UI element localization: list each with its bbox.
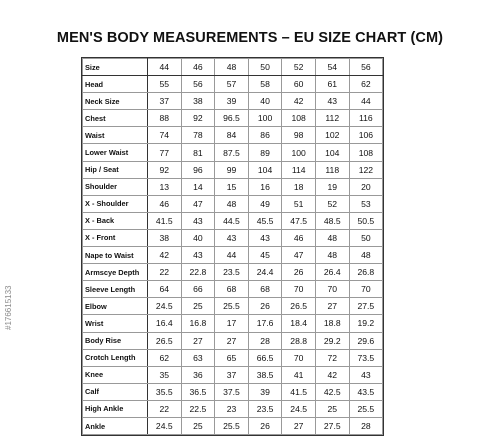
measurement-value: 87.5: [215, 144, 249, 161]
measurement-value: 74: [148, 127, 182, 144]
measurement-value: 78: [181, 127, 215, 144]
measurement-row: [83, 212, 383, 229]
measurement-row: [83, 349, 383, 366]
measurement-value: 84: [215, 127, 249, 144]
measurement-value: 35: [148, 366, 182, 383]
measurement-value: 55: [148, 76, 182, 93]
measurement-value: 47: [181, 195, 215, 212]
measurement-value: 14: [181, 178, 215, 195]
measurement-row: [83, 229, 383, 246]
measurement-value: 47: [282, 247, 316, 264]
measurement-value: 23.5: [248, 400, 282, 417]
measurement-label: Wrist: [83, 315, 148, 332]
measurement-value: 44.5: [215, 212, 249, 229]
measurement-value: 28.8: [282, 332, 316, 349]
measurement-value: 86: [248, 127, 282, 144]
measurement-value: 63: [181, 349, 215, 366]
measurement-value: 98: [282, 127, 316, 144]
measurement-row: [83, 264, 383, 281]
measurement-label: X - Shoulder: [83, 195, 148, 212]
measurement-value: 66.5: [248, 349, 282, 366]
measurement-value: 45.5: [248, 212, 282, 229]
measurement-value: 27: [282, 417, 316, 434]
measurement-value: 41.5: [282, 383, 316, 400]
measurement-value: 51: [282, 195, 316, 212]
measurement-value: 43: [181, 247, 215, 264]
size-header-cell: 56: [349, 59, 383, 76]
measurement-value: 64: [148, 281, 182, 298]
measurement-value: 26.5: [282, 298, 316, 315]
measurement-label: Body Rise: [83, 332, 148, 349]
measurement-value: 24.5: [148, 417, 182, 434]
measurement-value: 42: [315, 366, 349, 383]
measurement-value: 22.5: [181, 400, 215, 417]
measurement-value: 25: [315, 400, 349, 417]
measurement-value: 25.5: [215, 417, 249, 434]
measurement-value: 46: [148, 195, 182, 212]
size-header-label: Size: [83, 59, 148, 76]
measurement-value: 35.5: [148, 383, 182, 400]
measurement-value: 61: [315, 76, 349, 93]
measurement-label: Shoulder: [83, 178, 148, 195]
measurement-value: 20: [349, 178, 383, 195]
measurement-value: 36: [181, 366, 215, 383]
measurement-value: 27.5: [315, 417, 349, 434]
measurement-value: 57: [215, 76, 249, 93]
measurement-value: 26.8: [349, 264, 383, 281]
measurement-label: X - Back: [83, 212, 148, 229]
measurement-value: 17.6: [248, 315, 282, 332]
measurement-row: [83, 332, 383, 349]
measurement-value: 56: [181, 76, 215, 93]
measurement-value: 37: [215, 366, 249, 383]
measurement-value: 116: [349, 110, 383, 127]
measurement-value: 40: [248, 93, 282, 110]
measurement-value: 106: [349, 127, 383, 144]
measurement-value: 92: [181, 110, 215, 127]
measurement-value: 28: [349, 417, 383, 434]
measurement-value: 43: [181, 212, 215, 229]
measurement-value: 24.5: [282, 400, 316, 417]
measurement-value: 38.5: [248, 366, 282, 383]
measurement-value: 43.5: [349, 383, 383, 400]
measurement-label: Crotch Length: [83, 349, 148, 366]
measurement-value: 25: [181, 417, 215, 434]
measurement-value: 15: [215, 178, 249, 195]
measurement-value: 70: [315, 281, 349, 298]
measurement-value: 44: [215, 247, 249, 264]
measurement-label: Waist: [83, 127, 148, 144]
measurement-row: [83, 400, 383, 417]
measurement-value: 26: [248, 298, 282, 315]
measurement-value: 65: [215, 349, 249, 366]
measurement-row: [83, 93, 383, 110]
measurement-value: 13: [148, 178, 182, 195]
measurement-value: 38: [148, 229, 182, 246]
measurement-value: 114: [282, 161, 316, 178]
measurement-value: 37: [148, 93, 182, 110]
measurement-value: 16.8: [181, 315, 215, 332]
measurement-value: 43: [215, 229, 249, 246]
measurement-value: 42: [282, 93, 316, 110]
measurement-value: 77: [148, 144, 182, 161]
measurement-value: 22: [148, 400, 182, 417]
measurement-value: 70: [282, 349, 316, 366]
size-chart-body: [83, 59, 383, 435]
measurement-row: [83, 366, 383, 383]
size-header-cell: 44: [148, 59, 182, 76]
measurement-value: 24.5: [148, 298, 182, 315]
measurement-value: 22.8: [181, 264, 215, 281]
measurement-value: 100: [282, 144, 316, 161]
measurement-value: 18.4: [282, 315, 316, 332]
measurement-row: [83, 195, 383, 212]
measurement-value: 43: [315, 93, 349, 110]
measurement-label: Calf: [83, 383, 148, 400]
measurement-value: 36.5: [181, 383, 215, 400]
measurement-row: [83, 281, 383, 298]
measurement-label: Hip / Seat: [83, 161, 148, 178]
measurement-value: 27: [315, 298, 349, 315]
measurement-row: [83, 161, 383, 178]
measurement-value: 25: [181, 298, 215, 315]
measurement-label: Nape to Waist: [83, 247, 148, 264]
measurement-value: 42: [148, 247, 182, 264]
measurement-value: 28: [248, 332, 282, 349]
measurement-value: 102: [315, 127, 349, 144]
size-header-cell: 46: [181, 59, 215, 76]
measurement-value: 19.2: [349, 315, 383, 332]
measurement-row: [83, 247, 383, 264]
measurement-value: 16: [248, 178, 282, 195]
measurement-value: 68: [248, 281, 282, 298]
size-header-cell: 50: [248, 59, 282, 76]
measurement-value: 72: [315, 349, 349, 366]
measurement-row: [83, 110, 383, 127]
measurement-value: 48: [315, 247, 349, 264]
measurement-value: 104: [248, 161, 282, 178]
measurement-value: 39: [215, 93, 249, 110]
measurement-value: 50.5: [349, 212, 383, 229]
measurement-value: 108: [282, 110, 316, 127]
measurement-label: Elbow: [83, 298, 148, 315]
size-header-cell: 54: [315, 59, 349, 76]
measurement-label: Chest: [83, 110, 148, 127]
measurement-value: 23.5: [215, 264, 249, 281]
measurement-value: 24.4: [248, 264, 282, 281]
measurement-value: 60: [282, 76, 316, 93]
measurement-value: 26: [282, 264, 316, 281]
measurement-value: 100: [248, 110, 282, 127]
measurement-row: [83, 417, 383, 434]
measurement-value: 19: [315, 178, 349, 195]
measurement-value: 48.5: [315, 212, 349, 229]
measurement-value: 47.5: [282, 212, 316, 229]
measurement-row: [83, 298, 383, 315]
measurement-label: Lower Waist: [83, 144, 148, 161]
measurement-label: Neck Size: [83, 93, 148, 110]
measurement-value: 118: [315, 161, 349, 178]
measurement-value: 26.5: [148, 332, 182, 349]
measurement-label: High Ankle: [83, 400, 148, 417]
measurement-value: 25.5: [215, 298, 249, 315]
size-header-cell: 48: [215, 59, 249, 76]
size-chart-table: [81, 57, 384, 436]
measurement-row: [83, 383, 383, 400]
measurement-value: 43: [349, 366, 383, 383]
measurement-value: 29.6: [349, 332, 383, 349]
measurement-value: 53: [349, 195, 383, 212]
measurement-value: 41: [282, 366, 316, 383]
measurement-row: [83, 76, 383, 93]
measurement-row: [83, 144, 383, 161]
measurement-value: 81: [181, 144, 215, 161]
measurement-value: 39: [248, 383, 282, 400]
measurement-value: 108: [349, 144, 383, 161]
measurement-value: 68: [215, 281, 249, 298]
measurement-value: 104: [315, 144, 349, 161]
measurement-value: 18.8: [315, 315, 349, 332]
measurement-value: 18: [282, 178, 316, 195]
measurement-value: 27.5: [349, 298, 383, 315]
measurement-value: 42.5: [315, 383, 349, 400]
measurement-value: 70: [282, 281, 316, 298]
measurement-value: 62: [349, 76, 383, 93]
measurement-row: [83, 127, 383, 144]
measurement-label: Armscye Depth: [83, 264, 148, 281]
measurement-value: 62: [148, 349, 182, 366]
measurement-value: 96: [181, 161, 215, 178]
measurement-row: [83, 315, 383, 332]
measurement-value: 37.5: [215, 383, 249, 400]
measurement-value: 29.2: [315, 332, 349, 349]
measurement-value: 46: [282, 229, 316, 246]
measurement-value: 99: [215, 161, 249, 178]
size-header-row: [83, 59, 383, 76]
size-header-cell: 52: [282, 59, 316, 76]
measurement-row: [83, 178, 383, 195]
measurement-label: X - Front: [83, 229, 148, 246]
measurement-label: Head: [83, 76, 148, 93]
measurement-value: 58: [248, 76, 282, 93]
measurement-value: 96.5: [215, 110, 249, 127]
measurement-label: Ankle: [83, 417, 148, 434]
measurement-value: 88: [148, 110, 182, 127]
measurement-value: 122: [349, 161, 383, 178]
measurement-value: 52: [315, 195, 349, 212]
measurement-value: 16.4: [148, 315, 182, 332]
measurement-value: 70: [349, 281, 383, 298]
measurement-label: Knee: [83, 366, 148, 383]
measurement-value: 40: [181, 229, 215, 246]
measurement-value: 23: [215, 400, 249, 417]
measurement-value: 44: [349, 93, 383, 110]
measurement-label: Sleeve Length: [83, 281, 148, 298]
measurement-value: 66: [181, 281, 215, 298]
measurement-value: 48: [315, 229, 349, 246]
measurement-value: 26.4: [315, 264, 349, 281]
measurement-value: 22: [148, 264, 182, 281]
measurement-value: 48: [215, 195, 249, 212]
measurement-value: 48: [349, 247, 383, 264]
measurement-value: 17: [215, 315, 249, 332]
measurement-value: 27: [181, 332, 215, 349]
measurement-value: 41.5: [148, 212, 182, 229]
measurement-value: 112: [315, 110, 349, 127]
measurement-value: 49: [248, 195, 282, 212]
measurement-value: 45: [248, 247, 282, 264]
measurement-value: 89: [248, 144, 282, 161]
measurement-value: 50: [349, 229, 383, 246]
measurement-value: 43: [248, 229, 282, 246]
measurement-value: 26: [248, 417, 282, 434]
measurement-value: 73.5: [349, 349, 383, 366]
measurement-value: 25.5: [349, 400, 383, 417]
measurement-value: 38: [181, 93, 215, 110]
chart-title: MEN'S BODY MEASUREMENTS – EU SIZE CHART (CM): [56, 30, 444, 46]
measurement-value: 27: [215, 332, 249, 349]
stock-image-id: #176615133: [4, 285, 13, 330]
measurement-value: 92: [148, 161, 182, 178]
